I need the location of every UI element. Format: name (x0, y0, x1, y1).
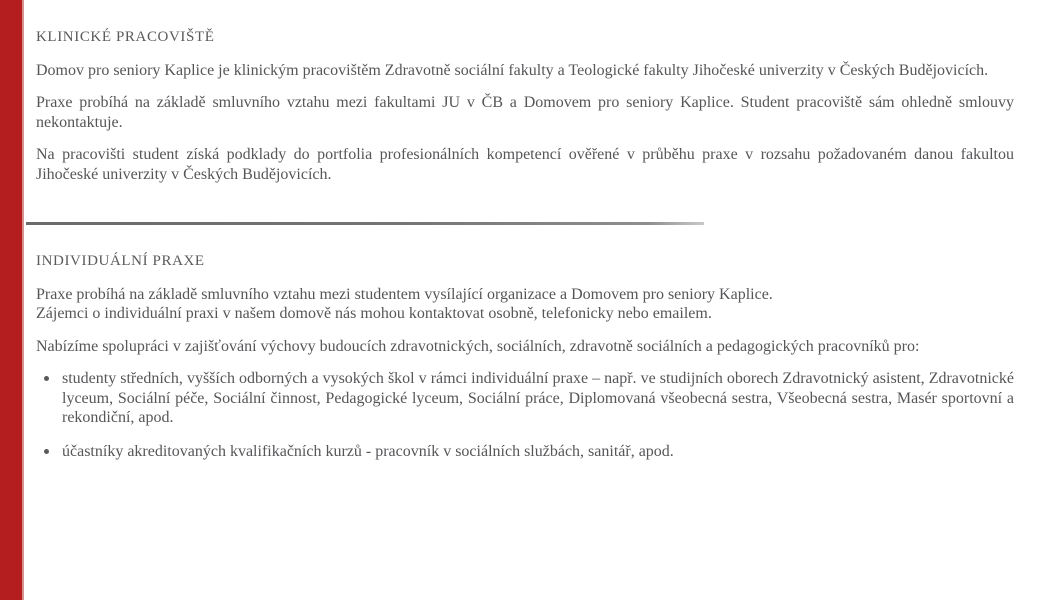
paragraph-clinical-contract: Praxe probíhá na základě smluvního vztahu mezi fakultami JU v ČB a Domovem pro seniory Kaplice. Student pracoviště sám ohledně smlouvy nekontaktuje. (36, 94, 1014, 131)
page-content (26, 0, 1050, 461)
list-item-course-participants-text: účastníky akreditovaných kvalifikačních kurzů - pracovník v sociálních službách, sanitář, apod. (62, 442, 674, 460)
section-divider (26, 222, 704, 225)
line-individual-contract: Praxe probíhá na základě smluvního vztahu mezi studentem vysílající organizace a Domovem pro seniory Kaplice. (36, 285, 773, 303)
paragraph-clinical-intro: Domov pro seniory Kaplice je klinickým pracovištěm Zdravotně sociální fakulty a Teologické fakulty Jihočeské univerzity v Českých Budějovicích. (36, 61, 989, 79)
section-heading-klinicke-pracoviste: KLINICKÉ PRACOVIŠTĚ (36, 29, 215, 45)
section-heading-individualni-praxe: INDIVIDUÁLNÍ PRAXE (36, 253, 205, 269)
list-item-students-text: studenty středních, vyšších odborných a vysokých škol v rámci individuální praxe – např. ve studijních oborech Zdravotnický asistent, Zdravotnické lyceum, Sociální péče, Sociální činnost, Pedagogické lyceum, Sociální práce, Diplomovaná všeobecná sestra, Všeobecná sestra, Masér sportovní a rekondiční, apod. (62, 370, 1014, 426)
bullet-icon (44, 449, 49, 454)
left-accent-bar (0, 0, 24, 600)
paragraph-individual-contract (36, 285, 1014, 324)
list-item-course-participants (36, 442, 1014, 462)
section-klinicke-pracoviste (36, 28, 1014, 184)
list-item-students (36, 369, 1014, 428)
paragraph-cooperation-intro: Nabízíme spolupráci v zajišťování výchovy budoucích zdravotnických, sociálních, zdravotně sociálních a pedagogických pracovníků pro: (36, 337, 920, 355)
paragraph-clinical-portfolio: Na pracovišti student získá podklady do portfolia profesionálních kompetencí ověřené v průběhu praxe v rozsahu požadovaném danou fakultou Jihočeské univerzity v Českých Budějovicích. (36, 146, 1014, 183)
section-individualni-praxe (36, 252, 1014, 461)
line-individual-contact: Zájemci o individuální praxi v našem domově nás mohou kontaktovat osobně, telefonicky nebo emailem. (36, 305, 712, 322)
bullet-icon (44, 376, 49, 381)
target-groups-list (36, 369, 1014, 461)
